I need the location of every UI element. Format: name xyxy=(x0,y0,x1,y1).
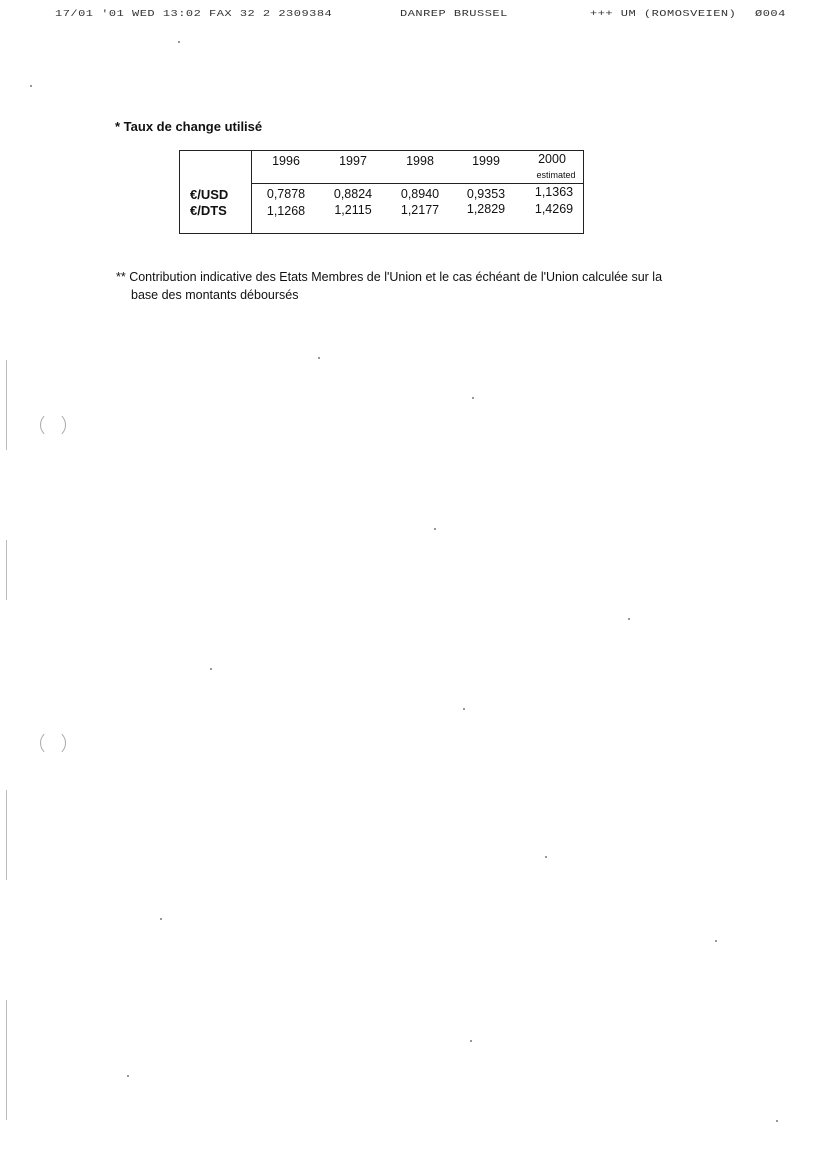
column-header-1998: 1998 xyxy=(406,154,434,168)
table-divider-horizontal xyxy=(251,183,583,184)
row-label-usd: €/USD xyxy=(190,187,229,202)
scan-speck xyxy=(434,528,436,530)
punch-hole-mark xyxy=(40,730,66,756)
column-header-1999: 1999 xyxy=(472,154,500,168)
fax-header xyxy=(55,6,795,22)
fax-page-number: Ø004 xyxy=(755,8,786,20)
footnote-line-2: base des montants déboursés xyxy=(131,288,299,302)
scan-speck xyxy=(210,668,212,670)
table-cell: 1,2177 xyxy=(400,203,440,217)
row-label-dts: €/DTS xyxy=(190,203,227,218)
scan-speck xyxy=(127,1075,129,1077)
scan-speck xyxy=(463,708,465,710)
table-cell: 1,2829 xyxy=(466,202,506,216)
table-cell: 1,4269 xyxy=(534,202,574,216)
scan-speck xyxy=(776,1120,778,1122)
scan-speck xyxy=(30,85,32,87)
table-divider-vertical xyxy=(251,151,252,233)
scan-speck xyxy=(628,618,630,620)
table-cell: 1,1268 xyxy=(266,204,306,218)
punch-hole-mark xyxy=(40,412,66,438)
footnote xyxy=(116,268,736,304)
column-header-1997: 1997 xyxy=(339,154,367,168)
table-cell: 0,7878 xyxy=(266,187,306,201)
scan-speck xyxy=(160,918,162,920)
fax-recipient: +++ UM (ROMOSVEIEN) xyxy=(590,8,737,20)
column-header-2000: 2000 xyxy=(538,152,566,166)
table-cell: 1,2115 xyxy=(334,203,372,217)
exchange-rate-title: * Taux de change utilisé xyxy=(115,119,263,134)
scan-edge-line xyxy=(6,1000,7,1120)
scan-speck xyxy=(178,41,180,43)
fax-sender: DANREP BRUSSEL xyxy=(400,8,508,20)
table-cell: 0,8940 xyxy=(400,187,440,201)
fax-timestamp: 17/01 '01 WED 13:02 FAX 32 2 2309384 xyxy=(55,8,333,20)
scan-speck xyxy=(715,940,717,942)
table-cell: 1,1363 xyxy=(534,185,574,199)
scan-edge-line xyxy=(6,360,7,450)
column-header-1996: 1996 xyxy=(272,154,300,168)
scan-speck xyxy=(472,397,474,399)
scan-speck xyxy=(318,357,320,359)
scan-speck xyxy=(545,856,547,858)
exchange-rate-table xyxy=(179,150,584,234)
scan-speck xyxy=(470,1040,472,1042)
footnote-line-1: ** Contribution indicative des Etats Membres de l'Union et le cas échéant de l'Union calculée sur la xyxy=(116,270,663,284)
table-cell: 0,9353 xyxy=(466,187,506,201)
table-cell: 0,8824 xyxy=(333,187,373,201)
scan-edge-line xyxy=(6,540,7,600)
column-note-estimated: estimated xyxy=(536,170,576,180)
scan-edge-line xyxy=(6,790,7,880)
